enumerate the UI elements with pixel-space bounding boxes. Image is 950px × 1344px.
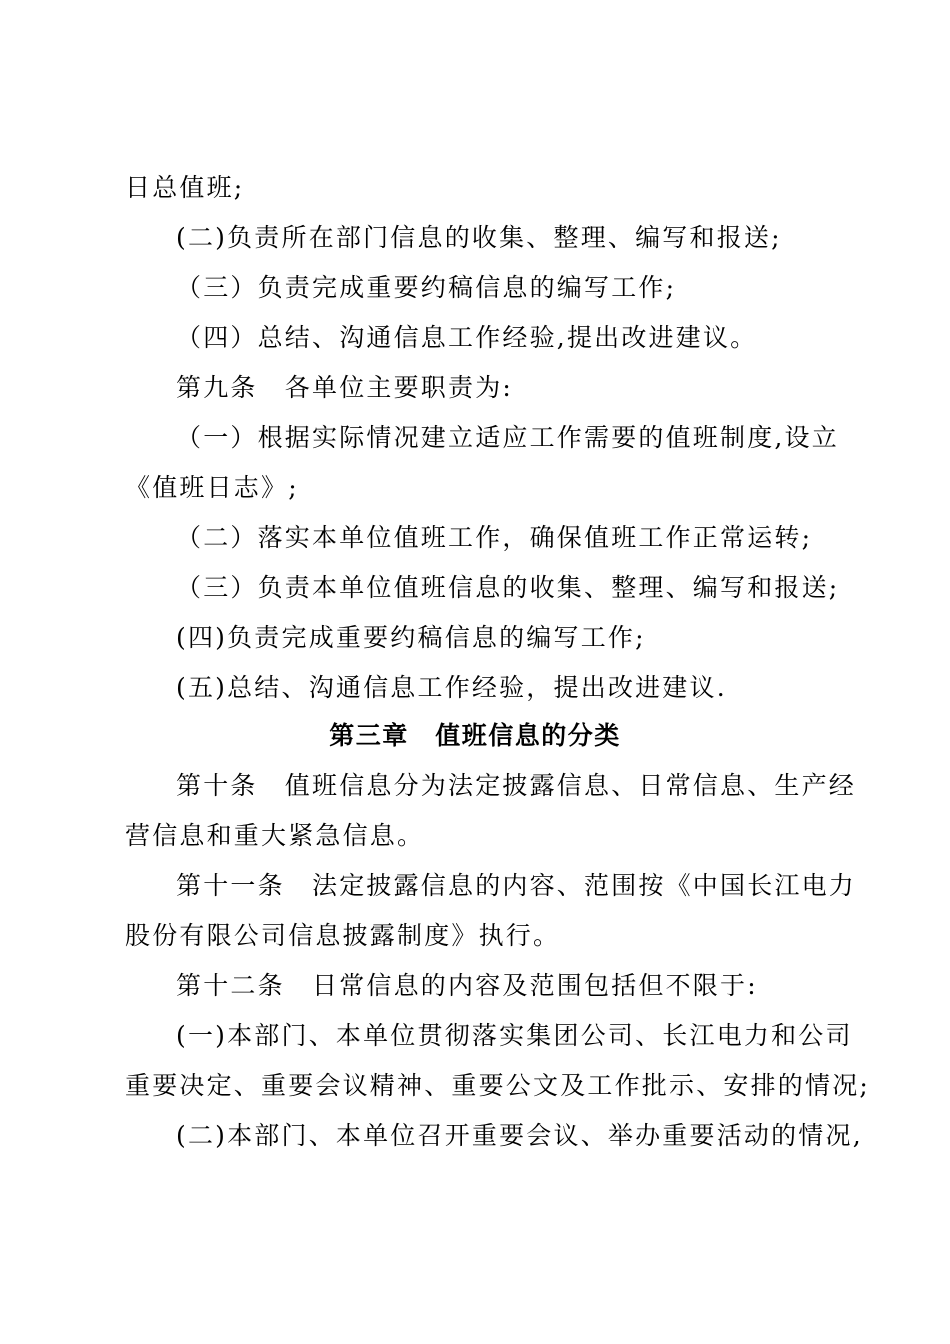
text-line-16: 股份有限公司信息披露制度》执行。 [125, 921, 561, 950]
article-11-line: 第十一条 法定披露信息的内容、范围按《中国长江电力 [176, 871, 857, 900]
article-10-line: 第十条 值班信息分为法定披露信息、日常信息、生产经 [176, 771, 857, 800]
text-line-18: (一)本部门、本单位贯彻落实集团公司、长江电力和公司 [176, 1021, 853, 1050]
text-line-8: （二）落实本单位值班工作，确保值班工作正常运转; [176, 523, 813, 552]
text-line-6: （一）根据实际情况建立适应工作需要的值班制度,设立 [176, 423, 839, 452]
text-line-20: (二)本部门、本单位召开重要会议、举办重要活动的情况, [176, 1121, 863, 1150]
text-line-11: (五)总结、沟通信息工作经验，提出改进建议. [176, 673, 727, 702]
chapter-heading: 第三章 值班信息的分类 [329, 721, 621, 750]
text-line-1: 日总值班; [125, 173, 245, 202]
text-line-19: 重要决定、重要会议精神、重要公文及工作批示、安排的情况; [125, 1071, 871, 1100]
text-line-4: （四）总结、沟通信息工作经验,提出改进建议。 [176, 323, 758, 352]
text-line-14: 营信息和重大紧急信息。 [125, 821, 425, 850]
article-9-heading: 第九条 各单位主要职责为: [176, 373, 514, 402]
text-line-9: （三）负责本单位值班信息的收集、整理、编写和报送; [176, 573, 840, 602]
text-line-7: 《值班日志》; [125, 473, 299, 502]
text-line-10: (四)负责完成重要约稿信息的编写工作; [176, 623, 646, 652]
text-line-2: (二)负责所在部门信息的收集、整理、编写和报送; [176, 223, 782, 252]
article-12-line: 第十二条 日常信息的内容及范围包括但不限于: [176, 971, 758, 1000]
text-line-3: （三）负责完成重要约稿信息的编写工作; [176, 273, 677, 302]
